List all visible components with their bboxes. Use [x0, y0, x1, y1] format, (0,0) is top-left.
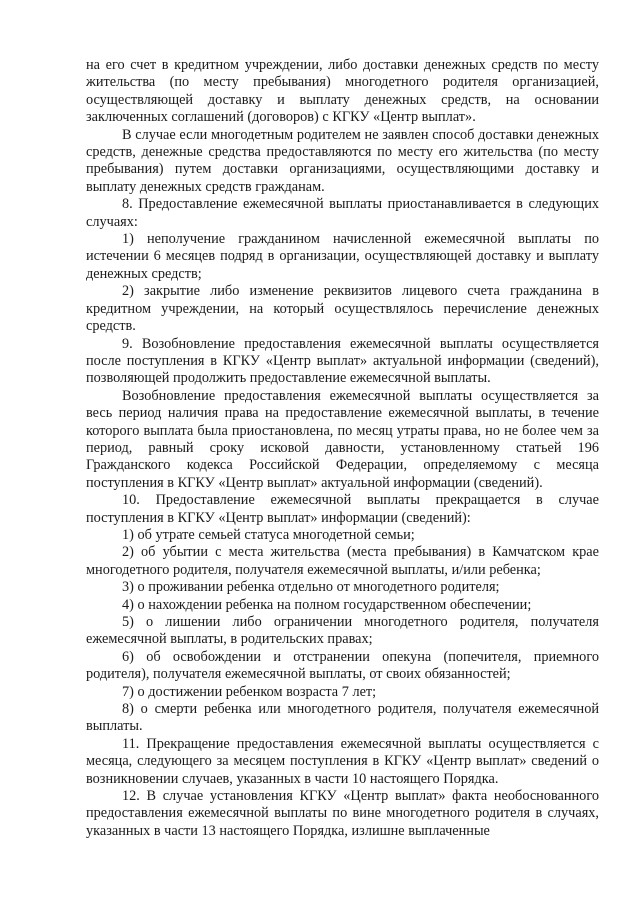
list-item: 4) о нахождении ребенка на полном государственном обеспечении;	[122, 596, 532, 613]
list-item: 2) закрытие либо изменение реквизитов лицевого счета гражданина в кредитном учреждении, на который осуществлялось перечисление денежных средств.	[86, 283, 599, 335]
list-item: 6) об освобождении и отстранении опекуна (попечителя, приемного родителя), получателя ежемесячной выплаты, от своих обязанностей;	[86, 648, 599, 683]
paragraph: 10. Предоставление ежемесячной выплаты прекращается в случае поступления в КГКУ «Центр выплат» информации (сведений):	[86, 492, 599, 526]
paragraph: 12. В случае установления КГКУ «Центр выплат» факта необоснованного предоставления ежемесячной выплаты по вине многодетного родителя в случаях, указанных в части 13 настоящего Порядка, излишне выплаченные	[86, 788, 599, 839]
paragraph: Возобновление предоставления ежемесячной выплаты осуществляется за весь период наличия права на предоставление ежемесячной выплаты, в течение которого выплата была приостановлена, по месяц утраты права, но не более чем за период, равный сроку исковой давности, установленному статьей 196 Гражданского кодекса Российской Федерации, определяемому с месяца поступления в КГКУ «Центр выплат» актуальной информации (сведений).	[86, 387, 599, 491]
paragraph: 9. Возобновление предоставления ежемесячной выплаты осуществляется после поступления в КГКУ «Центр выплат» актуальной информации (сведений), позволяющей продолжить предоставление ежемесячной выплаты.	[86, 335, 599, 387]
paragraph: 11. Прекращение предоставления ежемесячной выплаты осуществляется с месяца, следующего за месяцем поступления в КГКУ «Центр выплат» сведений о возникновении случаев, указанных в части 10 настоящего Порядка.	[86, 735, 599, 787]
list-item: 2) об убытии с места жительства (места пребывания) в Камчатском крае многодетного родителя, получателя ежемесячной выплаты, и/или ребенка;	[86, 544, 599, 578]
list-item: 7) о достижении ребенком возраста 7 лет;	[122, 683, 377, 700]
list-item: 3) о проживании ребенка отдельно от многодетного родителя;	[122, 579, 500, 596]
paragraph: 8. Предоставление ежемесячной выплаты приостанавливается в следующих случаях:	[86, 196, 599, 230]
list-item: 1) об утрате семьей статуса многодетной семьи;	[122, 526, 415, 543]
paragraph: В случае если многодетным родителем не заявлен способ доставки денежных средств, денежные средства предоставляются по месту его жительства (по месту пребывания) путем доставки организациями, осуществляющими доставку и выплату денежных средств гражданам.	[86, 126, 599, 195]
list-item: 1) неполучение гражданином начисленной ежемесячной выплаты по истечении 6 месяцев подряд в организации, осуществляющей доставку и выплату денежных средств;	[86, 231, 599, 282]
list-item: 8) о смерти ребенка или многодетного родителя, получателя ежемесячной выплаты.	[86, 701, 599, 735]
list-item: 5) о лишении либо ограничении многодетного родителя, получателя ежемесячной выплаты, в родительских правах;	[86, 614, 599, 648]
paragraph: на его счет в кредитном учреждении, либо доставки денежных средств по месту жительства (по месту пребывания) многодетного родителя организацией, осуществляющей доставку и выплату денежных средств, на основании заключенных соглашений (договоров) с КГКУ «Центр выплат».	[86, 57, 599, 126]
